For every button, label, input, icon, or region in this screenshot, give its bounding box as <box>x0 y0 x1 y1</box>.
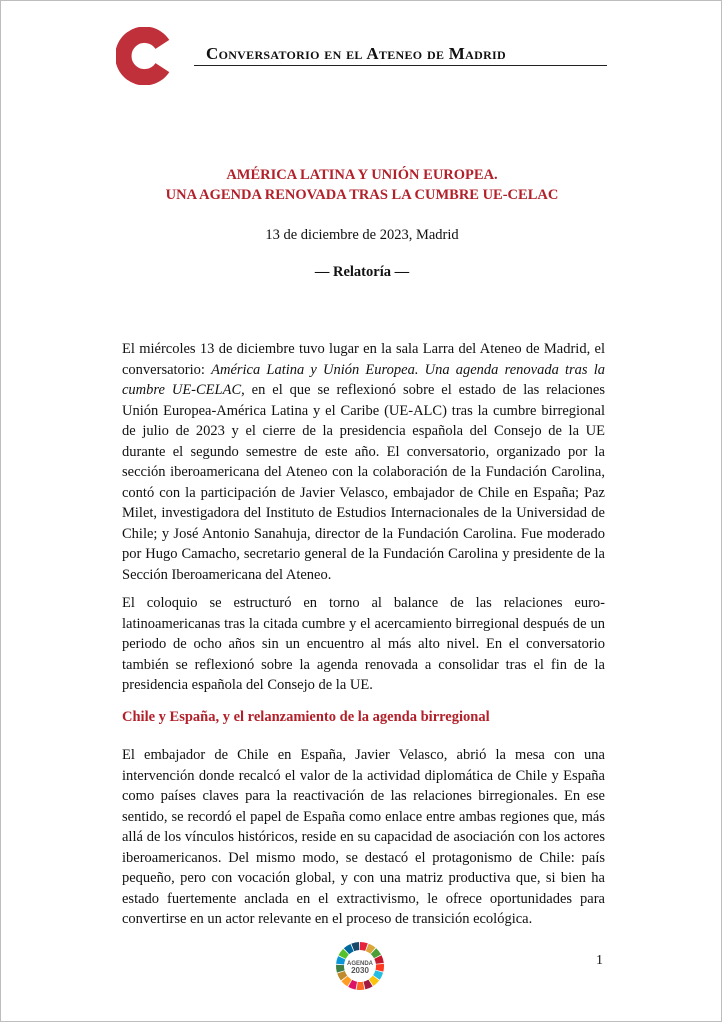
document-subtitle: — Relatoría — <box>314 264 410 280</box>
title-line-1: AMÉRICA LATINA Y UNIÓN EUROPEA. <box>226 167 498 183</box>
ateneo-logo-icon <box>116 27 174 85</box>
section-heading: Chile y España, y el relanzamiento de la agenda birregional <box>122 709 490 725</box>
agenda-2030-logo-icon <box>334 940 386 992</box>
sdg-wheel-segment <box>376 964 384 972</box>
paragraph-intro-text-start: El miércoles 13 de diciembre tuvo lugar en la sala Larra del Ateneo de Madrid, el conversatorio: <box>122 341 605 378</box>
sdg-wheel-segment <box>336 965 345 973</box>
sdg-wheel-segment <box>357 982 365 990</box>
paragraph-section-1: El embajador de Chile en España, Javier Velasco, abrió la mesa con una intervención donde recalcó el valor de la actividad diplomática de Chile y España como países claves para la reactivación de las relaciones birregionales. En ese sentido, se recordó el papel de España como enlace entre ambas regiones que, más allá de los vínculos históricos, reside en su capacidad de asociación con los actores iberoamericanos. Del mismo modo, se destacó el protagonismo de Chile: país pequeño, pero con vocación global, y con una matriz productiva que, si bien ha estado fuertemente anclada en el extractivismo, le ofrece oportunidades para convertirse en un actor relevante en el proceso de transición ecológica. <box>122 747 605 927</box>
document-date: 13 de diciembre de 2023, Madrid <box>265 227 459 243</box>
paragraph-structure: El coloquio se estructuró en torno al balance de las relaciones euro-latinoamericanas tras la citada cumbre y el acercamiento birregional después de un periodo de ocho años sin un encuentro al más alto nivel. En el conversatorio también se reflexionó sobre la agenda renovada a consolidar tras el fin de la presidencia española del Consejo de la UE. <box>122 595 605 693</box>
agenda-logo-line-1: AGENDA <box>346 961 374 967</box>
agenda-logo-line-2: 2030 <box>351 966 369 975</box>
header-title: Conversatorio en el Ateneo de Madrid <box>206 44 506 63</box>
page-number: 1 <box>596 953 603 968</box>
title-line-2: UNA AGENDA RENOVADA TRAS LA CUMBRE UE-CELAC <box>165 187 559 203</box>
event-title-italic: América Latina y Unión Europea. Una agenda renovada tras la cumbre UE-CELAC <box>122 361 605 398</box>
header-divider <box>194 65 607 66</box>
paragraph-intro <box>122 339 605 585</box>
paragraph-intro-text-end: , en el que se reflexionó sobre el estado de las relaciones Unión Europea-América Latina y el Caribe (UE-ALC) tras la cumbre birregional de julio de 2023 y el cierre de la presidencia española del Consejo de la UE durante el segundo semestre de este año. El conversatorio, organizado por la sección iberoamericana del Ateneo con la colaboración de la Fundación Carolina, contó con la participación de Javier Velasco, embajador de Chile en España; Paz Milet, investigadora del Instituto de Estudios Internacionales de la Universidad de Chile; y José Antonio Sanahuja, director de la Fundación Carolina. Fue moderado por Hugo Camacho, secretario general de la Fundación Carolina y presidente de la Sección Iberoamericana del Ateneo. <box>122 382 605 583</box>
document-title <box>1 165 723 205</box>
